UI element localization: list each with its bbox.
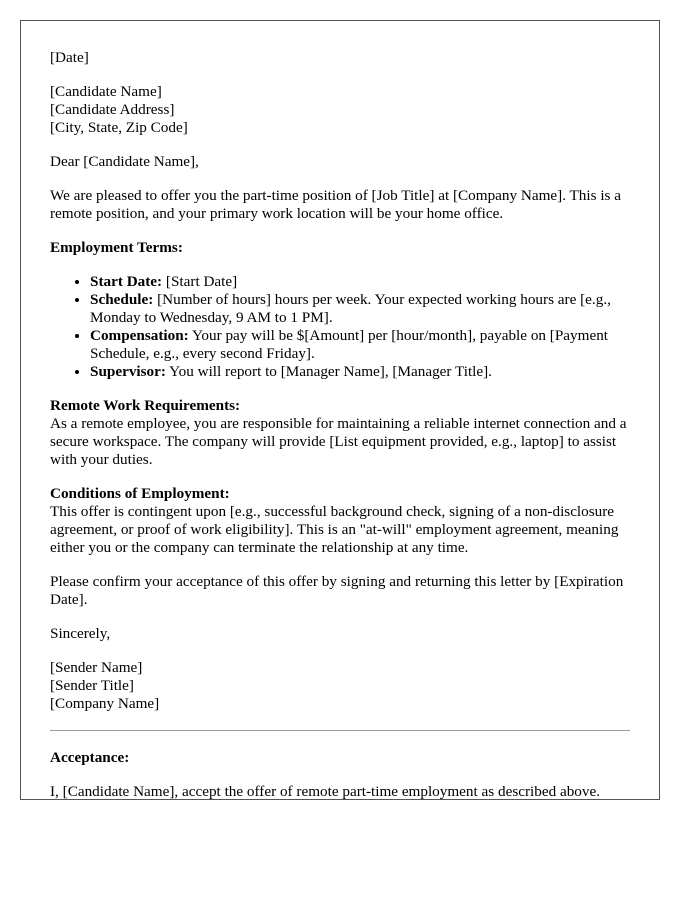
acceptance-text: I, [Candidate Name], accept the offer of remote part-time employment as described above. [50,783,601,800]
recipient-city-state-zip: [City, State, Zip Code] [50,119,188,136]
term-label: Schedule: [90,291,154,308]
sender-name: [Sender Name] [50,659,143,676]
term-text: You will report to [Manager Name], [Manager Title]. [165,363,492,380]
recipient-name: [Candidate Name] [50,83,162,100]
offer-letter-page [20,20,660,800]
term-label: Start Date: [90,273,163,290]
salutation: Dear [Candidate Name], [50,153,199,170]
term-text: [Start Date] [162,273,238,290]
sender-block [50,659,630,713]
term-label: Compensation: [90,327,189,344]
list-item [90,327,630,363]
term-text: [Number of hours] hours per week. Your expected working hours are [e.g., Monday to Wednesday, 9 AM to 1 PM]. [90,291,611,326]
term-text: Your pay will be $[Amount] per [hour/month], payable on [Payment Schedule, e.g., every second Friday]. [90,327,609,362]
letter-date: [Date] [50,49,89,66]
conditions-section [50,485,630,557]
employment-terms-list [50,273,630,381]
list-item [90,363,630,381]
intro-paragraph: We are pleased to offer you the part-time position of [Job Title] at [Company Name]. This is a remote position, and your primary work location will be your home office. [50,187,621,222]
recipient-address: [Candidate Address] [50,101,175,118]
remote-requirements-text: As a remote employee, you are responsible for maintaining a reliable internet connection and a secure workspace. The company will provide [List equipment provided, e.g., laptop] to assist with your duties. [50,415,627,468]
term-label: Supervisor: [90,363,166,380]
remote-requirements-heading: Remote Work Requirements: [50,397,241,414]
list-item [90,273,630,291]
conditions-text: This offer is contingent upon [e.g., successful background check, signing of a non-disclosure agreement, or proof of work eligibility]. This is an "at-will" employment agreement, meaning either you or the company can terminate the relationship at any time. [50,503,619,556]
remote-requirements-section [50,397,630,469]
sender-title: [Sender Title] [50,677,134,694]
divider [50,730,630,731]
conditions-heading: Conditions of Employment: [50,485,230,502]
employment-terms-heading: Employment Terms: [50,239,183,256]
sender-company: [Company Name] [50,695,160,712]
acceptance-heading: Acceptance: [50,749,130,766]
recipient-address-block [50,83,630,137]
confirm-paragraph: Please confirm your acceptance of this offer by signing and returning this letter by [Expiration Date]. [50,573,624,608]
closing: Sincerely, [50,625,111,642]
list-item [90,291,630,327]
